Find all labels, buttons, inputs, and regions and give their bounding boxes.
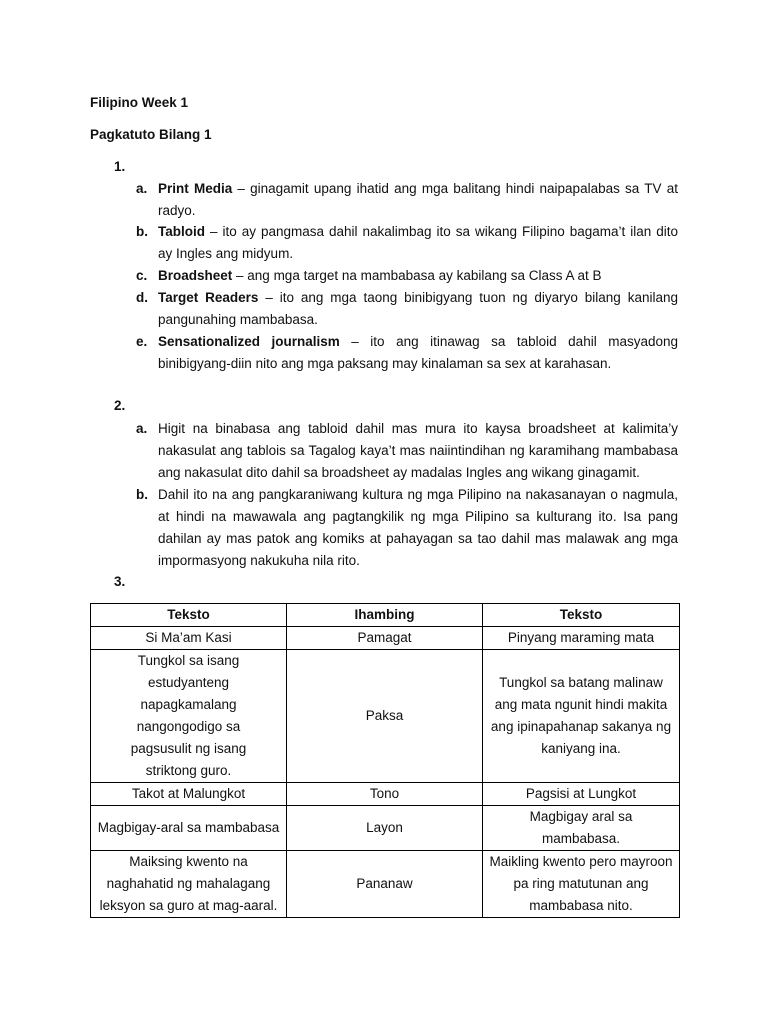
item-text: Dahil ito na ang pangkaraniwang kultura ng mga Pilipino na nakasanayan o nagmula, at hindi na mawawala ang pagtangkilik ng mga Pilipino sa kulturang ito. Isa pang dahilan ay mas patok ang komiks at pahayagan sa tao dahil mas malawak ang mga impormasyong nakukuha nila rito. (158, 487, 678, 568)
table-row (91, 806, 680, 851)
table-cell: Pagsisi at Lungkot (483, 783, 680, 806)
item-letter: d. (136, 290, 148, 305)
document-title: Filipino Week 1 (90, 95, 189, 110)
item-term: Target Readers (158, 290, 259, 305)
section-1-item-c (136, 265, 678, 287)
lesson-title: Pagkatuto Bilang 1 (90, 127, 212, 142)
table-cell: Paksa (287, 650, 483, 783)
section-1-item-d (136, 287, 678, 331)
item-term: Sensationalized journalism (158, 334, 340, 349)
item-text: – ang mga target na mambabasa ay kabilang sa Class A at B (232, 268, 602, 283)
item-letter: e. (136, 334, 148, 349)
item-text: – ginagamit upang ihatid ang mga balitang hindi naipapalabas sa TV at radyo. (158, 181, 678, 218)
table-row (91, 650, 680, 783)
table-cell: Tono (287, 783, 483, 806)
table-row (91, 851, 680, 918)
section-3-number: 3. (114, 574, 126, 589)
column-header-teksto-2: Teksto (483, 604, 680, 627)
item-term: Print Media (158, 181, 233, 196)
section-2-item-b (136, 484, 678, 572)
column-header-teksto-1: Teksto (91, 604, 287, 627)
section-1-number: 1. (114, 159, 126, 174)
table-cell: Maiksing kwento na naghahatid ng mahalagang leksyon sa guro at mag-aaral. (91, 851, 287, 918)
section-2-number: 2. (114, 398, 126, 413)
item-letter: a. (136, 421, 148, 436)
item-text: – ito ay pangmasa dahil nakalimbag ito sa wikang Filipino bagama’t ilan dito ay Ingles ang midyum. (158, 224, 678, 261)
table-cell: Si Ma’am Kasi (91, 627, 287, 650)
table-cell: Magbigay-aral sa mambabasa (91, 806, 287, 851)
item-term: Tabloid (158, 224, 205, 239)
table-cell: Magbigay aral sa mambabasa. (483, 806, 680, 851)
table-cell: Layon (287, 806, 483, 851)
item-letter: b. (136, 224, 148, 239)
table-cell: Pamagat (287, 627, 483, 650)
comparison-table (90, 603, 680, 918)
item-letter: b. (136, 487, 148, 502)
table-header-row (91, 604, 680, 627)
table-cell: Maikling kwento pero mayroon pa ring matutunan ang mambabasa nito. (483, 851, 680, 918)
item-term: Broadsheet (158, 268, 233, 283)
table-cell: Takot at Malungkot (91, 783, 287, 806)
table-row (91, 627, 680, 650)
item-text: – ito ang itinawag sa tabloid dahil masyadong binibigyang-diin nito ang mga paksang may kinalaman sa sex at karahasan. (158, 334, 678, 371)
section-2-item-a (136, 418, 678, 484)
table-cell: Pinyang maraming mata (483, 627, 680, 650)
table-cell: Tungkol sa batang malinaw ang mata ngunit hindi makita ang ipinapahanap sakanya ng kaniyang ina. (483, 650, 680, 783)
section-1-item-e (136, 331, 678, 375)
item-text: Higit na binabasa ang tabloid dahil mas mura ito kaysa broadsheet at kalimita’y nakasulat ang tablois sa Tagalog kaya’t mas naiintindihan ng karamihang mambabasa ang nakasulat dito dahil sa broadsheet ay madalas Ingles ang wikang ginagamit. (158, 421, 678, 480)
table-row (91, 783, 680, 806)
column-header-ihambing: Ihambing (287, 604, 483, 627)
item-letter: c. (136, 268, 148, 283)
item-text: – ito ang mga taong binibigyang tuon ng diyaryo bilang kanilang pangunahing mambabasa. (158, 290, 678, 327)
table-cell: Tungkol sa isang estudyanteng napagkamalang nangongodigo sa pagsusulit ng isang striktong guro. (91, 650, 287, 783)
table-cell: Pananaw (287, 851, 483, 918)
section-1-item-b (136, 221, 678, 265)
item-letter: a. (136, 181, 148, 196)
section-1-item-a (136, 178, 678, 222)
